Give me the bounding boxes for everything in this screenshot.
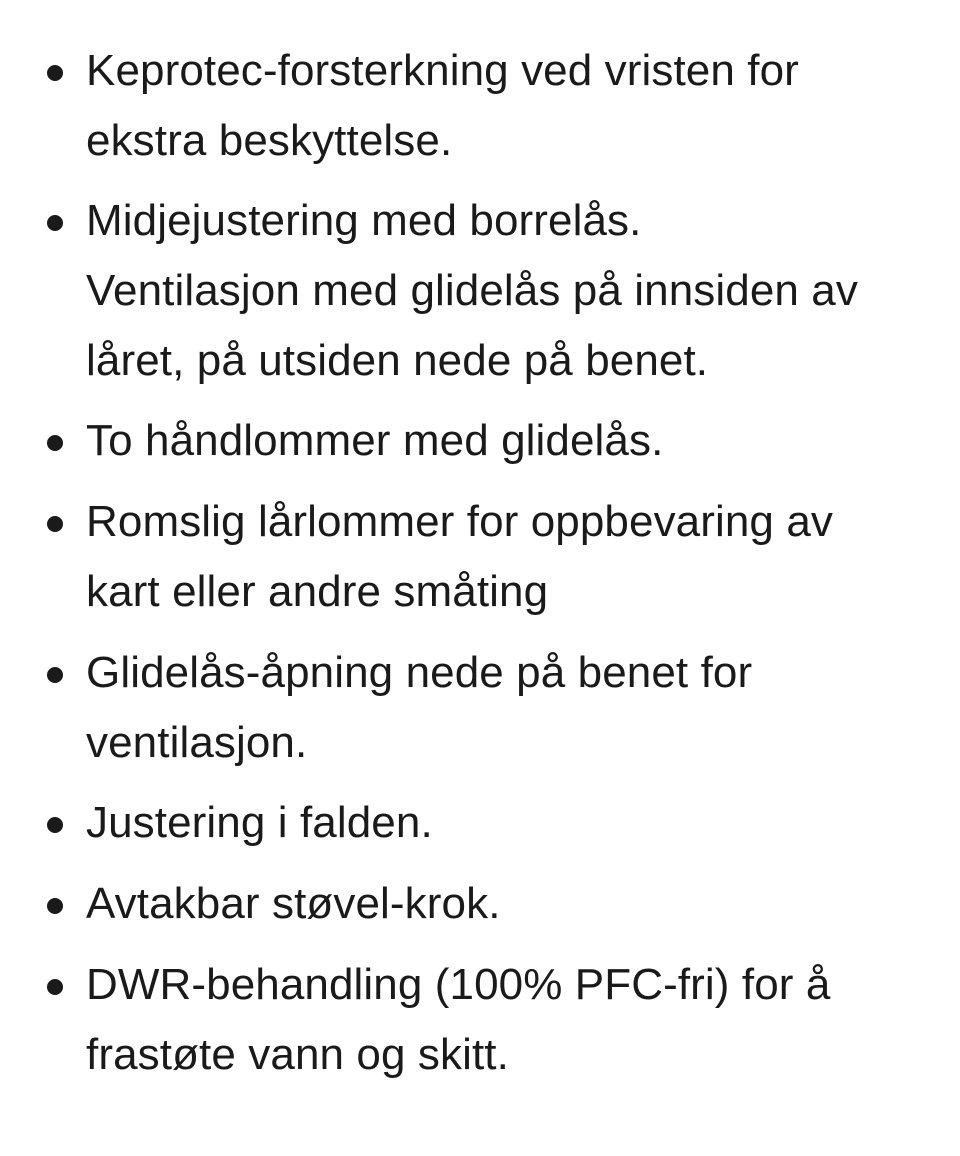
list-item-text: frastøte vann og skitt. bbox=[86, 1030, 509, 1079]
list-item-text: låret, på utsiden nede på benet. bbox=[86, 336, 709, 385]
list-item-text: Justering i falden. bbox=[86, 798, 433, 847]
list-item-text: kart eller andre småting bbox=[86, 567, 549, 616]
bullet-icon bbox=[47, 435, 63, 451]
list-item-text: To håndlommer med glidelås. bbox=[86, 416, 664, 465]
list-item-text: Midjejustering med borrelås. bbox=[86, 196, 642, 245]
bullet-icon bbox=[47, 215, 63, 231]
bullet-icon bbox=[47, 898, 63, 914]
bullet-icon bbox=[47, 65, 63, 81]
bullet-icon bbox=[47, 979, 63, 995]
list-item-text: Avtakbar støvel-krok. bbox=[86, 879, 501, 928]
list-item-text: Keprotec-forsterkning ved vristen for bbox=[86, 46, 799, 95]
bullet-icon bbox=[47, 667, 63, 683]
list-item-text: Ventilasjon med glidelås på innsiden av bbox=[86, 266, 858, 315]
bullet-icon bbox=[47, 516, 63, 532]
list-item-text: ventilasjon. bbox=[86, 718, 308, 767]
list-item-text: Glidelås-åpning nede på benet for bbox=[86, 648, 753, 697]
list-item-text: DWR-behandling (100% PFC-fri) for å bbox=[86, 960, 831, 1009]
bullet-icon bbox=[47, 817, 63, 833]
list-item-text: Romslig lårlommer for oppbevaring av bbox=[86, 497, 834, 546]
list-item-text: ekstra beskyttelse. bbox=[86, 116, 453, 165]
